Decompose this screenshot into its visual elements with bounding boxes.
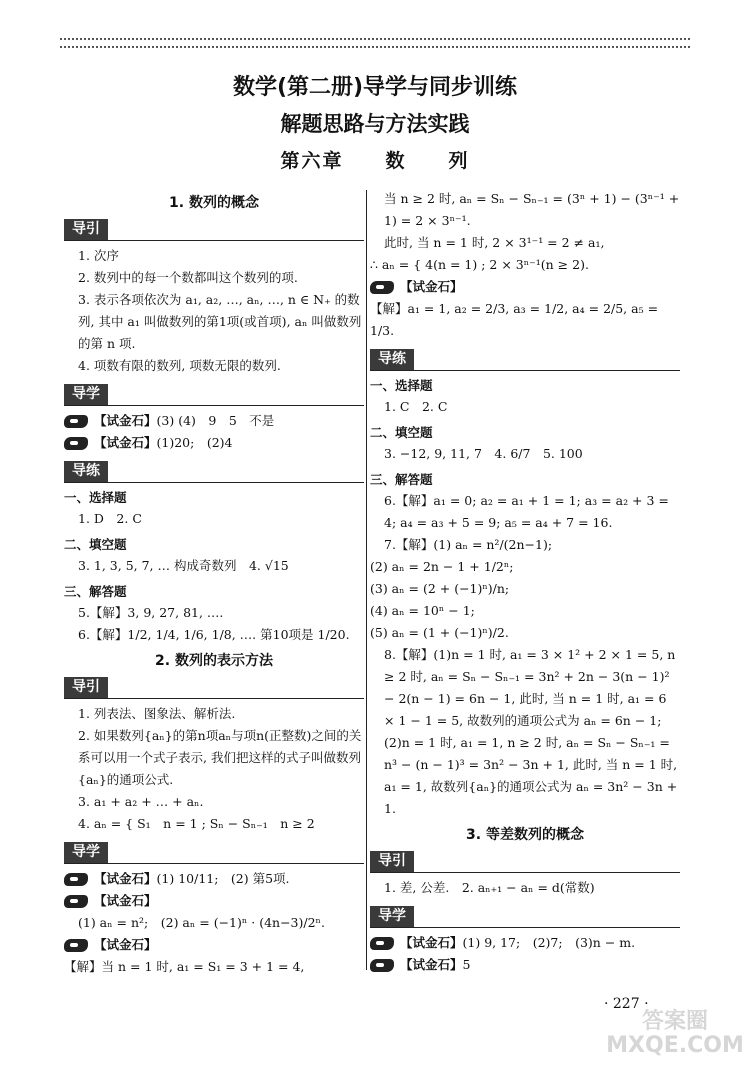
stone-label: 【试金石】 xyxy=(94,413,157,428)
daolian-label: 导练 xyxy=(64,461,108,482)
column-divider xyxy=(366,190,367,970)
answer-line: 1. D 2. C xyxy=(78,511,142,526)
stone-label: 【试金石】 xyxy=(94,871,157,886)
answer-line: 【解】当 n = 1 时, a₁ = S₁ = 3 + 1 = 4, xyxy=(64,959,305,974)
daoyin-label: 导引 xyxy=(64,677,108,698)
section-title-2: 2. 数列的表示方法 xyxy=(155,653,273,669)
daoxue-bar xyxy=(64,383,364,406)
section-heading: 二、填空题 xyxy=(370,425,433,440)
answer-line: 1. C 2. C xyxy=(384,399,448,414)
answer-line: 3. −12, 9, 11, 7 4. 6/7 5. 100 xyxy=(384,446,583,461)
page-number: · 227 · xyxy=(604,996,649,1012)
stone-text: (1) 9, 17; (2)7; (3)n − m. xyxy=(462,935,636,950)
answer-line: (4) aₙ = 10ⁿ − 1; xyxy=(370,603,475,618)
watermark: 答案圈 MXQE.COM xyxy=(606,1009,744,1058)
stone-icon xyxy=(64,873,88,886)
stone-label: 【试金石】 xyxy=(94,937,157,952)
stone-icon xyxy=(64,415,88,428)
stone-item xyxy=(370,954,680,976)
stone-item xyxy=(64,432,364,454)
daoyin-item: 1. 列表法、图象法、解析法. xyxy=(78,706,236,721)
top-ornament xyxy=(60,38,690,48)
stone-label: 【试金石】 xyxy=(94,893,157,908)
stone-icon xyxy=(370,937,394,950)
answer-line: 5.【解】3, 9, 27, 81, …. xyxy=(78,605,224,620)
stone-label: 【试金石】 xyxy=(400,957,463,972)
chapter-title: 第六章 数 列 xyxy=(280,150,470,172)
daoyin-item: 3. a₁ + a₂ + … + aₙ. xyxy=(78,794,204,809)
left-column xyxy=(64,188,364,978)
daoyin-bar xyxy=(370,850,680,873)
section-title-1: 1. 数列的概念 xyxy=(169,195,259,211)
daoyin-bar xyxy=(64,676,364,699)
daoxue-bar xyxy=(370,905,680,928)
stone-item xyxy=(64,868,364,890)
answer-line: (2)n = 1 时, a₁ = 1, n ≥ 2 时, aₙ = Sₙ − Sₙ₋₁ = n³ − (n − 1)³ = 3n² − 3n + 1, 此时, 当 n = 1 时, a₁ = 1, 故数列{aₙ}的通项公式为 aₙ = 3n² − 3n + 1. xyxy=(384,735,678,816)
daoyin-item: 2. 数列中的每一个数都叫这个数列的项. xyxy=(78,270,298,285)
daoyin-item: 4. aₙ = { S₁ n = 1 ; Sₙ − Sₙ₋₁ n ≥ 2 xyxy=(78,816,315,831)
daolian-bar xyxy=(64,460,364,483)
stone-icon xyxy=(64,895,88,908)
right-column xyxy=(370,188,680,976)
answer-line: 1. 差, 公差. 2. aₙ₊₁ − aₙ = d(常数) xyxy=(384,880,595,895)
daoxue-label: 导学 xyxy=(370,906,414,927)
daoxue-bar xyxy=(64,841,364,864)
stone-item xyxy=(64,890,364,912)
daoyin-item: 4. 项数有限的数列, 项数无限的数列. xyxy=(78,358,281,373)
section-heading: 二、填空题 xyxy=(64,537,127,552)
answer-line: 3. 1, 3, 5, 7, … 构成奇数列 4. √15 xyxy=(78,558,289,573)
daoyin-bar xyxy=(64,218,364,241)
book-subtitle: 解题思路与方法实践 xyxy=(280,112,470,136)
section-title-3: 3. 等差数列的概念 xyxy=(466,827,584,843)
answer-line: (3) aₙ = (2 + (−1)ⁿ)/n; xyxy=(370,581,510,596)
daoyin-item: 3. 表示各项依次为 a₁, a₂, …, aₙ, …, n ∈ N₊ 的数列, 其中 a₁ 叫做数列的第1项(或首项), aₙ 叫做数列的第 n 项. xyxy=(78,292,362,351)
section-heading: 一、选择题 xyxy=(64,490,127,505)
daoyin-item: 1. 次序 xyxy=(78,248,119,263)
answer-line: 【解】a₁ = 1, a₂ = 2/3, a₃ = 1/2, a₄ = 2/5, a₅ = 1/3. xyxy=(370,301,659,338)
answer-line: 当 n ≥ 2 时, aₙ = Sₙ − Sₙ₋₁ = (3ⁿ + 1) − (3ⁿ⁻¹ + 1) = 2 × 3ⁿ⁻¹. xyxy=(384,191,680,228)
stone-item xyxy=(370,932,680,954)
daoyin-label: 导引 xyxy=(370,851,414,872)
stone-label: 【试金石】 xyxy=(94,435,157,450)
stone-label: 【试金石】 xyxy=(400,935,463,950)
daoxue-label: 导学 xyxy=(64,842,108,863)
stone-item xyxy=(64,934,364,956)
book-title: 数学(第二册)导学与同步训练 xyxy=(232,75,518,100)
stone-item xyxy=(370,276,680,298)
answer-line: 7.【解】(1) aₙ = n²/(2n−1); xyxy=(384,537,553,552)
answer-line: (2) aₙ = 2n − 1 + 1/2ⁿ; xyxy=(370,559,514,574)
stone-item xyxy=(64,410,364,432)
stone-icon xyxy=(370,281,394,294)
section-heading: 三、解答题 xyxy=(64,584,127,599)
stone-text: (3) (4) 9 5 不是 xyxy=(156,413,275,428)
daolian-bar xyxy=(370,348,680,371)
answer-line: (5) aₙ = (1 + (−1)ⁿ)/2. xyxy=(370,625,509,640)
section-heading: 三、解答题 xyxy=(370,472,433,487)
stone-text: (1)20; (2)4 xyxy=(156,435,233,450)
answer-line: 6.【解】1/2, 1/4, 1/6, 1/8, …. 第10项是 1/20. xyxy=(78,627,350,642)
stone-icon xyxy=(64,939,88,952)
daoxue-label: 导学 xyxy=(64,384,108,405)
section-heading: 一、选择题 xyxy=(370,378,433,393)
answer-line: ∴ aₙ = { 4(n = 1) ; 2 × 3ⁿ⁻¹(n ≥ 2). xyxy=(370,257,589,272)
daoyin-label: 导引 xyxy=(64,219,108,240)
stone-icon xyxy=(370,959,394,972)
answer-line: 此时, 当 n = 1 时, 2 × 3¹⁻¹ = 2 ≠ a₁, xyxy=(384,235,605,250)
daolian-label: 导练 xyxy=(370,349,414,370)
answer-line: 6.【解】a₁ = 0; a₂ = a₁ + 1 = 1; a₃ = a₂ + 3 = 4; a₄ = a₃ + 5 = 9; a₅ = a₄ + 7 = 16. xyxy=(384,493,669,530)
daoyin-item: 2. 如果数列{aₙ}的第n项aₙ与项n(正整数)之间的关系可以用一个式子表示, 我们把这样的式子叫做数列{aₙ}的通项公式. xyxy=(78,728,362,787)
answer-line: (1) aₙ = n²; (2) aₙ = (−1)ⁿ · (4n−3)/2ⁿ. xyxy=(78,915,325,930)
stone-text: (1) 10/11; (2) 第5项. xyxy=(156,871,290,886)
stone-label: 【试金石】 xyxy=(400,279,463,294)
stone-icon xyxy=(64,437,88,450)
answer-line: 8.【解】(1)n = 1 时, a₁ = 3 × 1² + 2 × 1 = 5, n ≥ 2 时, aₙ = Sₙ − Sₙ₋₁ = 3n² + 2n − 3(n − 1)² − 2(n − 1) = 6n − 1, 此时, 当 n = 1 时, a₁ = 6 × 1 − 1 = 5, 故数列的通项公式为 aₙ = 6n − 1; xyxy=(384,647,676,728)
stone-text: 5 xyxy=(462,957,471,972)
